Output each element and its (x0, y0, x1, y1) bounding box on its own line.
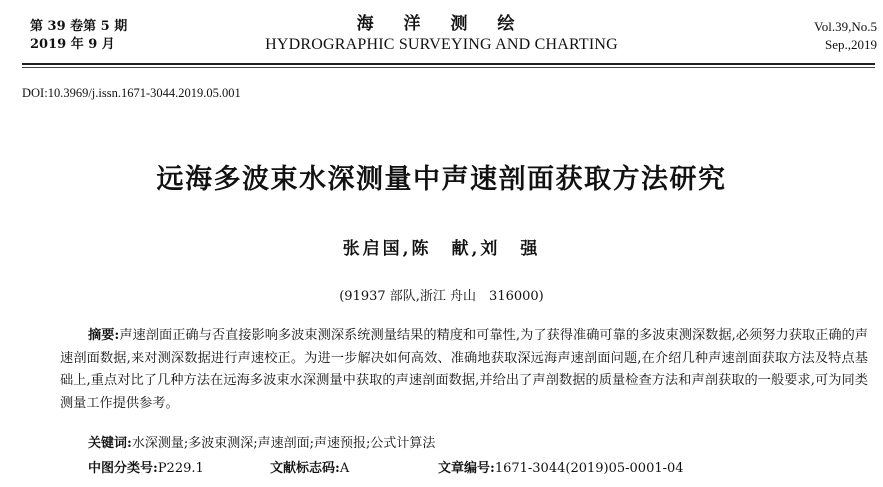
abstract-label: 摘要: (88, 328, 120, 343)
clc-value: P229.1 (157, 461, 204, 476)
keywords (88, 432, 435, 451)
header-right (814, 18, 877, 54)
document-code (270, 457, 438, 476)
date-cn: 2019 年 9 月 (30, 37, 115, 52)
journal-name-en: HYDROGRAPHIC SURVEYING AND CHARTING (265, 36, 618, 53)
header-center (0, 13, 883, 55)
journal-name-cn: 海 洋 测 绘 (356, 14, 527, 34)
article-number (438, 457, 684, 476)
authors: 张启国,陈 献,刘 强 (342, 239, 541, 259)
volume-issue-cn: 第 39 卷第 5 期 (30, 19, 128, 34)
keywords-text: 水深测量;多波束测深;声速剖面;声速预报;公式计算法 (131, 436, 436, 451)
keywords-label: 关键词: (88, 436, 132, 451)
abstract (60, 325, 868, 415)
doc-code-value: A (339, 461, 350, 476)
article-number-value: 1671-3044(2019)05-0001-04 (494, 461, 684, 476)
date-en: Sep.,2019 (825, 37, 877, 52)
classification-line (88, 457, 684, 476)
doi: DOI:10.3969/j.issn.1671-3044.2019.05.001 (22, 86, 241, 100)
affiliation: (91937 部队,浙江 舟山 316000) (339, 289, 544, 304)
doc-code-label: 文献标志码: (270, 461, 340, 476)
volume-issue-en: Vol.39,No.5 (814, 19, 877, 34)
clc-number (88, 457, 270, 476)
clc-label: 中图分类号: (88, 461, 158, 476)
article-number-label: 文章编号: (438, 461, 495, 476)
header-rule-thick (22, 63, 875, 65)
abstract-text: 声速剖面正确与否直接影响多波束测深系统测量结果的精度和可靠性,为了获得准确可靠的多波束测深数据,必须努力获取正确的声速剖面数据,来对测深数据进行声速校正。为进一步解决如何高效、准确地获取深远海声速剖面问题,在介绍几种声速剖面获取方法及特点基础上,重点对比了几种方法在远海多波束水深测量中获取的声速剖面数据,并给出了声剖数据的质量检查方法和声剖获取的一般要求,可为同类测量工作提供参考。 (60, 328, 868, 411)
header-rule-thin (22, 67, 875, 68)
paper-title: 远海多波束水深测量中声速剖面获取方法研究 (156, 164, 727, 195)
